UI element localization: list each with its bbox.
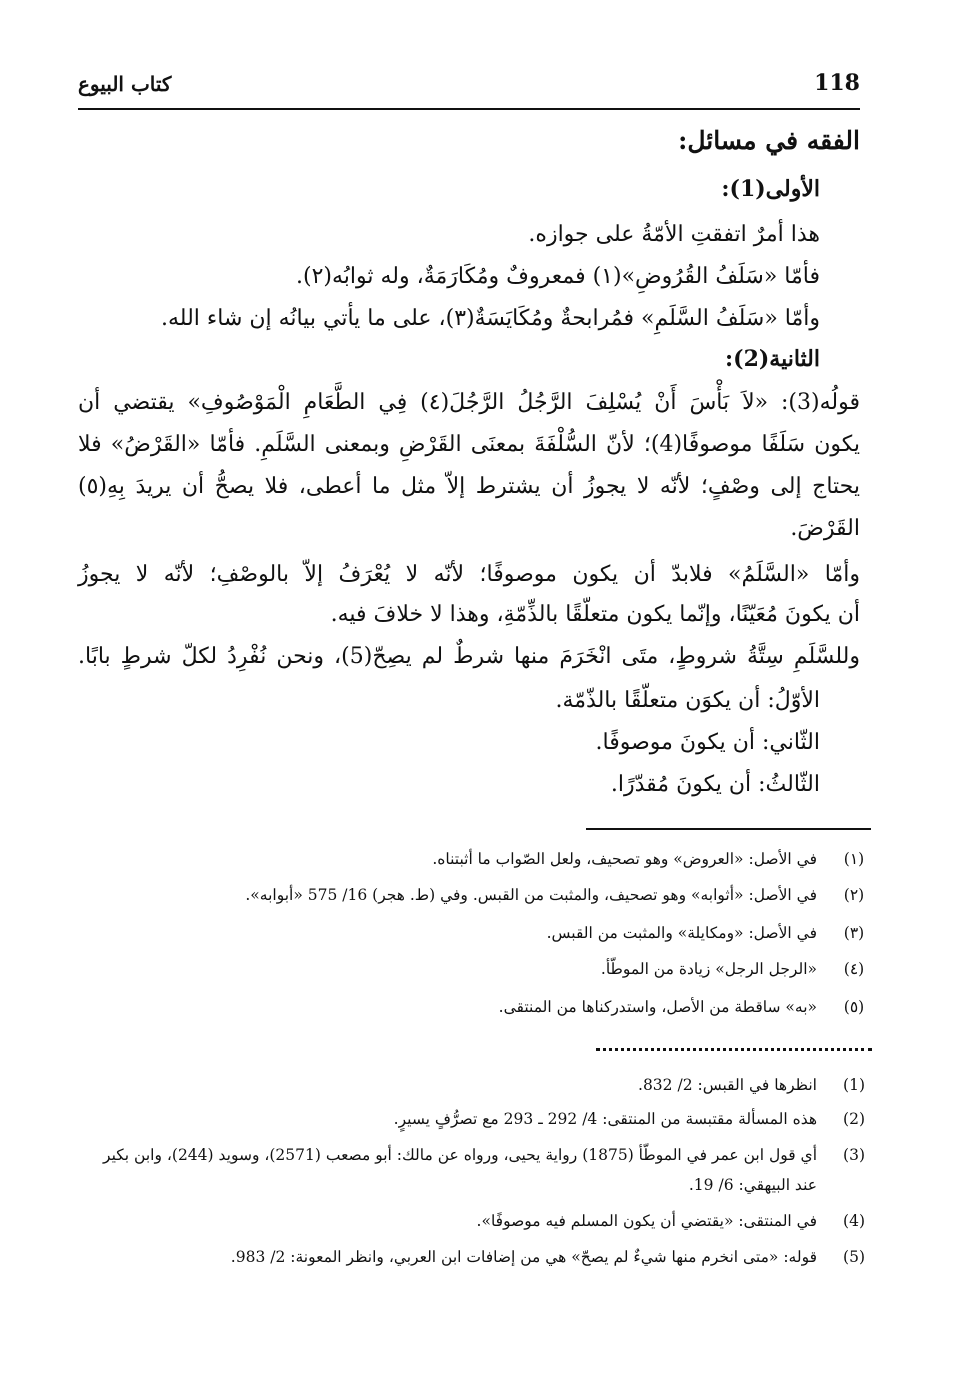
paragraph-line: القَرْضَ. (790, 516, 860, 541)
second-heading: الثانية(2): (725, 346, 820, 372)
footnote-text: في المنتقى: «يقتضي أن يكون المسلم فيه موصوفًا». (476, 1212, 817, 1230)
page-header (78, 66, 860, 110)
footnote-number: (٢) (843, 886, 865, 904)
running-title: كتاب البيوع (78, 72, 172, 96)
footnote-text: «الرجل الرجل» زيادة من الموطّأ. (600, 960, 817, 978)
footnote-dotted-separator (596, 1048, 872, 1051)
footnote-text: في الأصل: «ومكايلة» والمثبت من القبس. (546, 924, 817, 942)
condition-item: الثّالثُ: أن يكونَ مُقدّرًا. (610, 772, 820, 797)
footnote-text: في الأصل: «العروض» وهو تصحيف، ولعل الصّواب ما أثبتناه. (432, 850, 817, 868)
footnote-text: في الأصل: «أثوابه» وهو تصحيف، والمثبت من القبس. وفي (ط. هجر) 16/ 575 «أبوابه». (245, 886, 817, 904)
paragraph-line: أن يكونَ مُعَيّنًا، وإنّما يكون متعلّقًا بالذِّمّةِ، وهذا لا خلافَ فيه. (330, 602, 860, 627)
paragraph-line: يحتاج إلى وصْفٍ؛ لأنّه لا يجوزُ أن يشترط إلاّ مثل ما أعطى، فلا يصحُّ أن يريدَ بِهِ(٥) (78, 474, 860, 499)
paragraph-line: قولُه(3): «لاَ بَأْسَ أَنْ يُسْلِفَ الرَّجُلُ الرَّجُلَ(٤) فِي الطَّعَامِ الْمَوْصُوفِ» يقتضي أن (78, 390, 860, 415)
footnote-number: (٣) (843, 924, 865, 942)
footnote-number: (5) (843, 1248, 865, 1266)
first-heading: الأولى(1): (721, 176, 820, 202)
condition-item: الثّاني: أن يكونَ موصوفًا. (595, 730, 820, 755)
footnote-number: (3) (843, 1146, 865, 1164)
paragraph: فأمّا «سَلَفُ القُرُوضِ»(١) فمعروفٌ ومُكَارَمَةٌ، وله ثوابُه(٢). (296, 264, 820, 289)
paragraph: وللسَّلَمِ سِتَّةُ شروطٍ، متَى انْخَرَمَ منها شرطٌ لم يصِحّ(5)، ونحن نُفْرِدُ لكلّ شرطٍ بابًا. (78, 644, 861, 669)
footnote-separator (586, 828, 871, 830)
paragraph-line: يكون سَلَفًا موصوفًا(4)؛ لأنّ السُّلْفَةَ بمعنَى القَرْضِ وبمعنى السَّلَمِ. فأمّا «القَرْضُ» فلا (78, 432, 861, 457)
footnote-text: قوله: «متى انخرم منها شيءٌ لم يصحّ» هي من إضافات ابن العربي، وانظر المعونة: 2/ 983. (230, 1248, 817, 1266)
condition-item: الأوّلُ: أن يكوَن متعلّقًا بالذّمّة. (555, 688, 820, 713)
footnote-text: هذه المسألة مقتبسة من المنتقى: 4/ 292 ـ 293 مع تصرُّفٍ يسيرٍ. (393, 1110, 817, 1128)
footnote-text: «به» ساقطة من الأصل، واستدركناها من المنتقى. (498, 998, 817, 1016)
footnote-number: (١) (843, 850, 865, 868)
footnote-text: انظرها في القبس: 2/ 832. (638, 1076, 817, 1094)
footnote-number: (2) (843, 1110, 865, 1128)
paragraph: وأمّا «سَلَفُ السَّلَمِ» فمُرابحةٌ ومُكَايَسَةٌ(٣)، على ما يأتي بيانُه إن شاء الله. (161, 306, 820, 331)
footnote-number: (4) (843, 1212, 865, 1230)
footnote-text: أي قول ابن عمر في الموطّأ (1875) رواية يحيى، ورواه عن مالك: أبو مصعب (2571)، وسويد (244)، وابن بكير عند البيهقي: 6/ 19. (103, 1146, 817, 1194)
footnote-number: (٤) (843, 960, 865, 978)
footnote-number: (1) (843, 1076, 865, 1094)
footnote-number: (٥) (843, 998, 865, 1016)
paragraph-line: وأمّا «السَّلَمُ» فلابدّ أن يكون موصوفًا؛ لأنّه لا يُعْرَفُ إلاّ بالوصْفِ؛ لأنّه لا يجوزُ (78, 562, 860, 587)
section-title: الفقه في مسائل: (678, 126, 860, 155)
page-number: 118 (814, 70, 860, 96)
paragraph: هذا أمرٌ اتفقتِ الأمّةُ على جوازه. (528, 222, 820, 247)
